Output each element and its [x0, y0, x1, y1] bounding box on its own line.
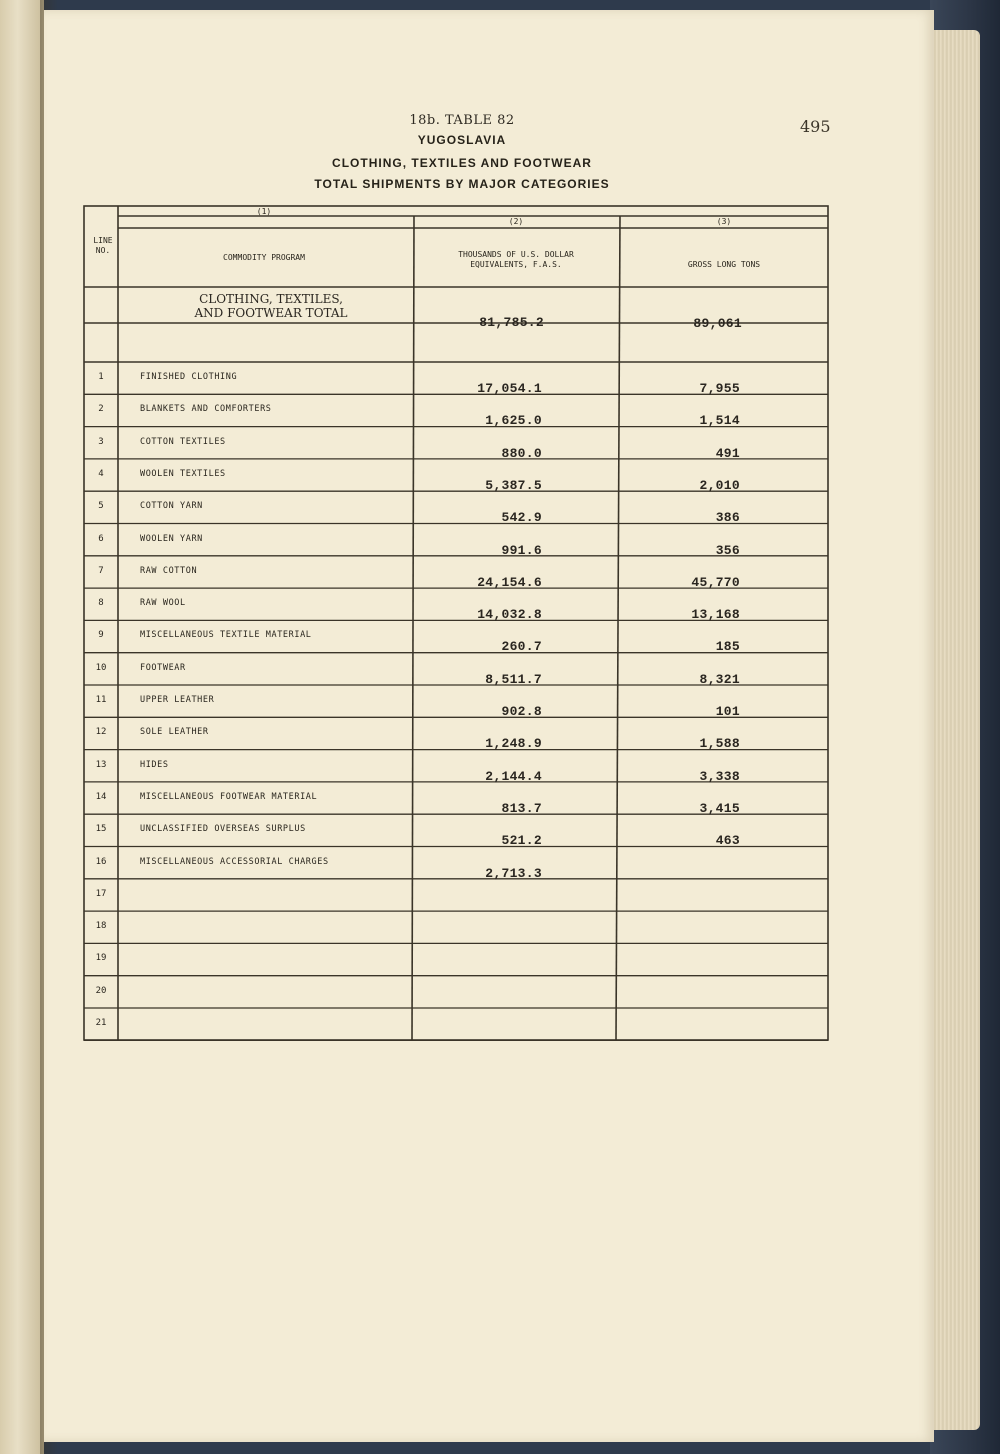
tons-value: 1,514	[699, 413, 740, 429]
tons-value: 1,588	[699, 736, 740, 752]
line-number: 7	[98, 565, 104, 576]
subtitle: TOTAL SHIPMENTS BY MAJOR CATEGORIES	[314, 177, 610, 191]
total-label-line2: AND FOOTWEAR TOTAL	[194, 306, 348, 320]
tons-value: 45,770	[691, 574, 740, 590]
line-number: 18	[95, 921, 107, 932]
dollar-value: 2,144.4	[485, 768, 542, 784]
country-title: YUGOSLAVIA	[417, 133, 507, 147]
tons-value: 491	[715, 445, 740, 461]
page-number: 495	[800, 117, 831, 136]
commodity-name: MISCELLANEOUS TEXTILE MATERIAL	[140, 630, 312, 641]
dollar-value: 1,625.0	[485, 413, 542, 429]
line-number: 19	[95, 953, 107, 964]
line-number: 9	[98, 630, 104, 641]
total-dollars: 81,785.2	[479, 315, 544, 330]
line-number: 15	[95, 824, 107, 835]
col1-number: (1)	[256, 207, 272, 216]
commodity-name: WOOLEN YARN	[140, 533, 203, 544]
dollar-value: 991.6	[501, 542, 542, 558]
tons-value: 3,415	[699, 800, 740, 816]
dollar-value: 542.9	[501, 510, 542, 526]
commodity-name: UPPER LEATHER	[140, 695, 215, 705]
tons-value: 185	[715, 639, 740, 655]
tons-value: 3,338	[699, 768, 740, 784]
commodity-name: SOLE LEATHER	[140, 727, 209, 738]
line-no-header: LINE NO.	[93, 236, 113, 255]
col2-header-line2: EQUIVALENTS, F.A.S.	[470, 260, 562, 269]
commodity-name: WOOLEN TEXTILES	[140, 468, 226, 479]
table-grid	[44, 10, 934, 1442]
book-cover-left	[0, 0, 44, 1454]
commodity-name: MISCELLANEOUS ACCESSORIAL CHARGES	[140, 856, 329, 867]
total-label	[126, 292, 416, 320]
commodity-name: BLANKETS AND COMFORTERS	[140, 404, 272, 415]
line-number: 12	[95, 727, 107, 738]
line-number: 21	[95, 1018, 107, 1028]
tons-value: 2,010	[699, 477, 740, 493]
tons-value: 356	[715, 542, 740, 558]
dollar-value: 14,032.8	[477, 607, 542, 623]
dollar-value: 813.7	[501, 800, 542, 816]
dollar-value: 17,054.1	[477, 381, 542, 396]
line-number: 14	[95, 791, 107, 802]
line-number: 20	[95, 985, 107, 996]
commodity-name: COTTON YARN	[140, 501, 203, 512]
line-number: 10	[95, 662, 107, 673]
commodity-name: HIDES	[140, 759, 169, 770]
col2-number: (2)	[508, 217, 524, 226]
commodity-name: UNCLASSIFIED OVERSEAS SURPLUS	[140, 824, 306, 835]
dollar-value: 880.0	[501, 445, 542, 461]
tons-value: 101	[715, 704, 740, 719]
col2-header-line1: THOUSANDS OF U.S. DOLLAR	[458, 250, 574, 259]
col3-header: GROSS LONG TONS	[687, 260, 761, 269]
commodity-name: RAW COTTON	[140, 565, 198, 576]
total-tons: 89,061	[693, 316, 742, 331]
tons-value: 463	[715, 833, 740, 849]
dollar-value: 1,248.9	[485, 736, 542, 752]
col3-number: (3)	[716, 217, 732, 226]
dollar-value: 902.8	[501, 704, 542, 719]
book-page	[44, 10, 934, 1442]
dollar-value: 2,713.3	[485, 865, 542, 881]
tons-value: 386	[715, 510, 740, 526]
commodity-name: MISCELLANEOUS FOOTWEAR MATERIAL	[140, 791, 318, 802]
line-number: 1	[98, 372, 104, 382]
line-number: 6	[98, 533, 104, 544]
commodity-name: FOOTWEAR	[140, 662, 186, 673]
line-number: 3	[98, 436, 104, 447]
dollar-value: 521.2	[501, 833, 542, 849]
line-number: 2	[98, 404, 104, 415]
line-number: 11	[95, 695, 107, 705]
line-number: 8	[98, 598, 104, 609]
tons-value: 13,168	[691, 607, 740, 623]
commodity-name: COTTON TEXTILES	[140, 436, 226, 447]
total-label-line1: CLOTHING, TEXTILES,	[199, 292, 343, 306]
line-number: 17	[95, 888, 107, 899]
dollar-value: 24,154.6	[477, 574, 542, 590]
dollar-value: 260.7	[501, 639, 542, 655]
commodity-name: RAW WOOL	[140, 598, 186, 609]
dollar-value: 8,511.7	[485, 671, 542, 687]
tons-value: 8,321	[699, 671, 740, 687]
line-number: 13	[95, 759, 107, 770]
table-id: 18b. TABLE 82	[409, 113, 515, 128]
tons-value: 7,955	[699, 381, 740, 396]
commodity-name: FINISHED CLOTHING	[140, 372, 238, 382]
line-number: 5	[98, 501, 104, 512]
line-number: 16	[95, 856, 107, 867]
subject-title: CLOTHING, TEXTILES AND FOOTWEAR	[332, 156, 592, 170]
line-number: 4	[98, 468, 104, 479]
col1-header: COMMODITY PROGRAM	[223, 253, 305, 262]
dollar-value: 5,387.5	[485, 477, 542, 493]
